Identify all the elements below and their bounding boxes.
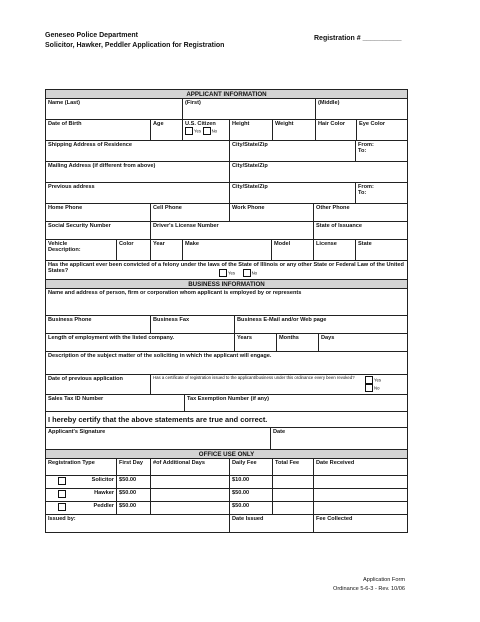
total-fee-cell[interactable] (272, 476, 313, 488)
yes-label: Yes (194, 128, 202, 134)
felony-question-text: Has the applicant ever been convicted of a felony under the laws of the State of Illinois or any other State or Federal Law of the United States? (48, 262, 404, 275)
date-received-cell[interactable] (313, 489, 407, 501)
signature-field[interactable]: Applicant's Signature (48, 429, 106, 435)
employer-field[interactable]: Name and address of person, firm or corporation whom applicant is employed by or represents (48, 290, 302, 296)
vehicle-color-field[interactable]: Color (116, 240, 150, 260)
vehicle-make-field[interactable]: Make (182, 240, 271, 260)
felony-yes-checkbox[interactable] (219, 269, 227, 277)
fee-collected-field[interactable]: Fee Collected (313, 515, 407, 532)
employment-length-label: Length of employment with the listed company. (48, 335, 175, 341)
to-label: To: (358, 148, 367, 154)
months-field[interactable]: Months (276, 334, 318, 351)
daily-fee-cell: $10.00 (229, 476, 272, 488)
days-field[interactable]: Days (318, 334, 407, 351)
col-registration-type: Registration Type (48, 460, 95, 466)
mailing-row (46, 161, 407, 182)
type-label: Hawker (94, 490, 114, 496)
previous-application-row (46, 374, 407, 394)
tax-exemption-field[interactable]: Tax Exemption Number (if any) (184, 395, 407, 411)
previous-row (46, 182, 407, 203)
tax-row (46, 394, 407, 411)
citizen-no-checkbox[interactable] (203, 127, 211, 135)
business-fax-field[interactable]: Business Fax (150, 316, 234, 333)
office-section-header (46, 449, 407, 458)
dob-field[interactable]: Date of Birth (48, 121, 82, 127)
business-contact-row (46, 315, 407, 333)
mailing-city-field[interactable]: City/State/Zip (229, 162, 407, 182)
revoked-yes-checkbox[interactable] (365, 376, 373, 384)
fee-row-peddler (46, 501, 407, 514)
eye-color-field[interactable]: Eye Color (356, 120, 407, 140)
business-section-header (46, 279, 407, 288)
name-last-field[interactable]: Name (Last) (48, 100, 81, 106)
type-cell (46, 476, 116, 488)
other-phone-field[interactable]: Other Phone (313, 204, 407, 221)
hawker-checkbox[interactable] (58, 490, 66, 498)
solicitor-checkbox[interactable] (58, 477, 66, 485)
revoked-no-checkbox[interactable] (365, 384, 373, 392)
section-title: OFFICE USE ONLY (198, 451, 255, 458)
department-name: Geneseo Police Department (45, 32, 138, 39)
type-cell (46, 502, 116, 514)
daily-fee-cell: $50.00 (229, 489, 272, 501)
age-field[interactable]: Age (150, 120, 182, 140)
business-phone-field[interactable]: Business Phone (48, 317, 92, 323)
revoked-no-label: No (374, 385, 380, 391)
previous-city-field[interactable]: City/State/Zip (229, 183, 355, 203)
shipping-row (46, 140, 407, 161)
height-field[interactable]: Height (229, 120, 272, 140)
drivers-license-field[interactable]: Driver's License Number (150, 222, 313, 239)
employer-row (46, 288, 407, 315)
vehicle-row (46, 239, 407, 260)
signature-row (46, 427, 407, 449)
previous-dates-field[interactable] (355, 183, 407, 203)
employment-length-row (46, 333, 407, 351)
additional-days-cell[interactable] (150, 476, 229, 488)
vehicle-description-field[interactable] (46, 240, 116, 260)
from-label: From: (358, 142, 374, 148)
first-day-cell: $50.00 (116, 502, 150, 514)
date-issued-field[interactable]: Date Issued (229, 515, 313, 532)
name-row (46, 98, 407, 119)
first-day-cell: $50.00 (116, 476, 150, 488)
residence-dates-field[interactable] (355, 141, 407, 161)
phone-row (46, 203, 407, 221)
revoked-yes-label: Yes (374, 377, 382, 383)
footer-ordinance: Ordinance 5-6-3 - Rev. 10/06 (332, 586, 405, 592)
daily-fee-cell: $50.00 (229, 502, 272, 514)
application-form (45, 89, 408, 533)
applicant-section-header (46, 90, 407, 98)
fee-row-hawker (46, 488, 407, 501)
additional-days-cell[interactable] (150, 502, 229, 514)
date-received-cell[interactable] (313, 502, 407, 514)
citizen-yes-checkbox[interactable] (185, 127, 193, 135)
felony-row (46, 260, 407, 279)
us-citizen-field (182, 120, 229, 140)
vehicle-model-field[interactable]: Model (271, 240, 313, 260)
no-label: No (211, 128, 218, 134)
home-phone-field[interactable]: Home Phone (48, 205, 83, 211)
col-additional-days: #of Additional Days (150, 459, 229, 475)
felony-question (46, 261, 407, 279)
total-fee-cell[interactable] (272, 502, 313, 514)
hair-color-field[interactable]: Hair Color (315, 120, 356, 140)
mailing-address-field[interactable]: Mailing Address (if different from above) (48, 163, 156, 169)
subject-row (46, 351, 407, 374)
footer-form-name: Application Form (363, 577, 405, 583)
name-first-field[interactable]: (First) (182, 99, 315, 119)
total-fee-cell[interactable] (272, 489, 313, 501)
section-title: BUSINESS INFORMATION (188, 281, 265, 288)
type-cell (46, 489, 116, 501)
to-label: To: (358, 190, 367, 196)
city-state-zip-field[interactable]: City/State/Zip (229, 141, 355, 161)
section-title: APPLICANT INFORMATION (186, 91, 267, 98)
certification-statement: I hereby certify that the above statements are true and correct. (46, 411, 407, 427)
business-email-field[interactable]: Business E-Mail and/or Web page (234, 316, 407, 333)
description-label: Description: (48, 247, 81, 253)
col-date-received: Date Received (313, 459, 407, 475)
signature-date-field[interactable]: Date (270, 428, 407, 449)
office-header-row (46, 458, 407, 475)
issued-by-field[interactable]: Issued by: (48, 516, 76, 522)
sales-tax-field[interactable]: Sales Tax ID Number (48, 396, 104, 402)
col-daily-fee: Daily Fee (229, 459, 272, 475)
registration-number[interactable]: Registration # __________ (314, 35, 402, 42)
type-label: Peddler (93, 503, 114, 509)
weight-field[interactable]: Weight (272, 120, 315, 140)
revoked-question: Has a certificate of registration issued to the applicant/business under this ordinance every been revoked? (150, 375, 363, 394)
revoked-options (363, 375, 407, 394)
peddler-checkbox[interactable] (58, 503, 66, 511)
physical-row (46, 119, 407, 140)
vehicle-license-field[interactable]: License (313, 240, 355, 260)
form-title: Solicitor, Hawker, Peddler Application for Registration (45, 42, 225, 49)
us-citizen-label: U.S. Citizen (185, 121, 216, 127)
fee-row-solicitor (46, 475, 407, 488)
previous-address-field[interactable]: Previous address (48, 184, 95, 190)
cell-phone-field[interactable]: Cell Phone (150, 204, 229, 221)
vehicle-label: Vehicle (48, 241, 68, 247)
felony-no-label: No (251, 270, 258, 276)
felony-yes-label: Yes (228, 270, 236, 276)
years-field[interactable]: Years (234, 334, 276, 351)
first-day-cell: $50.00 (116, 489, 150, 501)
additional-days-cell[interactable] (150, 489, 229, 501)
id-row (46, 221, 407, 239)
col-total-fee: Total Fee (272, 459, 313, 475)
issued-row (46, 514, 407, 532)
vehicle-state-field[interactable]: State (355, 240, 407, 260)
name-middle-field[interactable]: (Middle) (315, 99, 407, 119)
shipping-address-field[interactable]: Shipping Address of Residence (48, 142, 133, 148)
from-label: From: (358, 184, 374, 190)
previous-application-date-field[interactable]: Date of previous application (48, 376, 123, 382)
vehicle-year-field[interactable]: Year (150, 240, 182, 260)
type-label: Solicitor (91, 477, 114, 483)
col-first-day: First Day (116, 459, 150, 475)
ssn-field[interactable]: Social Security Number (48, 223, 111, 229)
felony-no-checkbox[interactable] (243, 269, 251, 277)
date-received-cell[interactable] (313, 476, 407, 488)
state-of-issuance-field[interactable]: State of Issuance (313, 222, 407, 239)
subject-matter-field[interactable]: Description of the subject matter of the soliciting in which the applicant will engage. (48, 353, 272, 359)
work-phone-field[interactable]: Work Phone (229, 204, 313, 221)
